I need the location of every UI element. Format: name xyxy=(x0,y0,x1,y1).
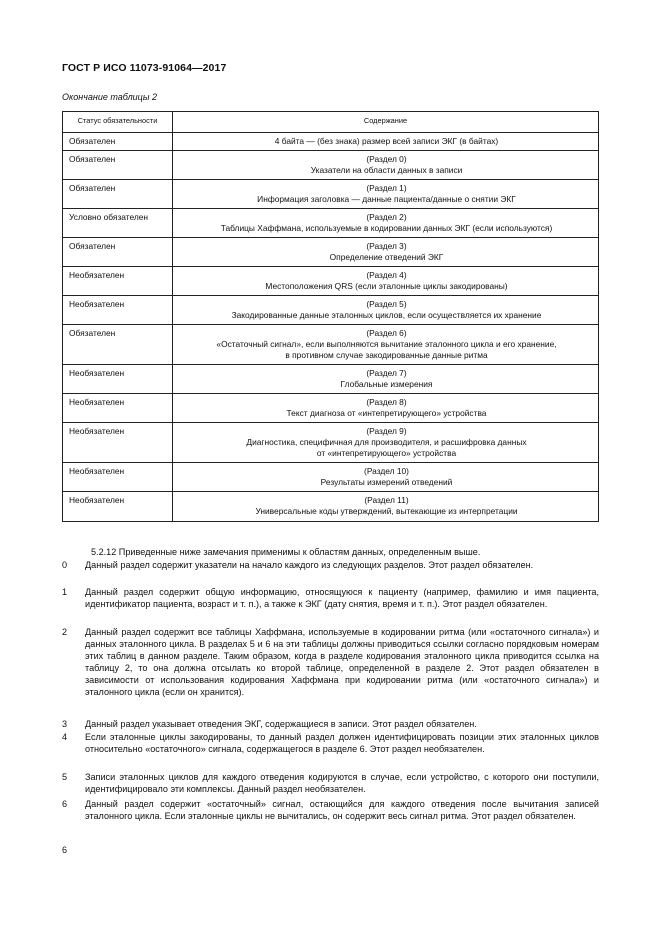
note-number: 4 xyxy=(62,732,68,742)
status-cell: Обязателен xyxy=(63,325,173,365)
table-row xyxy=(63,365,599,394)
note-number: 5 xyxy=(62,772,68,782)
note-number: 1 xyxy=(62,587,68,597)
table-row xyxy=(63,463,599,492)
content-text: (Раздел 3) Определение отведений ЭКГ xyxy=(329,241,444,262)
note-number: 2 xyxy=(62,627,68,637)
table-row xyxy=(63,325,599,365)
note-item xyxy=(62,718,599,730)
note-item xyxy=(62,626,599,699)
content-cell xyxy=(173,463,599,492)
status-cell: Обязателен xyxy=(63,151,173,180)
content-cell xyxy=(173,209,599,238)
content-text: (Раздел 11) Универсальные коды утверждений, вытекающие из интерпретации xyxy=(255,495,518,516)
table-caption: Окончание таблицы 2 xyxy=(62,92,157,102)
status-cell: Необязателен xyxy=(63,423,173,463)
note-number: 3 xyxy=(62,719,68,729)
note-number: 6 xyxy=(62,799,68,809)
status-cell: Необязателен xyxy=(63,365,173,394)
content-text: (Раздел 8) Текст диагноза от «интепретирующего» устройства xyxy=(286,397,487,418)
table-row xyxy=(63,151,599,180)
status-cell: Необязателен xyxy=(63,267,173,296)
content-cell xyxy=(173,423,599,463)
note-text: Записи эталонных циклов для каждого отведения кодируются в случае, если устройство, с которого они поступили, идентифицировало эти комплексы. Данный раздел необязателен. xyxy=(85,772,599,795)
content-text: (Раздел 1) Информация заголовка — данные пациента/данные о снятии ЭКГ xyxy=(257,183,516,204)
content-text: 4 байта — (без знака) размер всей записи ЭКГ (в байтах) xyxy=(274,136,499,146)
note-item xyxy=(62,559,599,571)
content-text: (Раздел 4) Местоположения QRS (если эталонные циклы закодированы) xyxy=(265,270,508,291)
note-text: Данный раздел указывает отведения ЭКГ, содержащиеся в записи. Этот раздел обязателен. xyxy=(85,719,477,729)
document-header: ГОСТ Р ИСО 11073-91064—2017 xyxy=(62,62,227,74)
content-cell xyxy=(173,133,599,151)
note-text: Данный раздел содержит «остаточный» сигнал, остающийся для каждого отведения после вычитания записей эталонного цикла. Если эталонные циклы не вычитались, он содержит весь сигнал ритма. Этот раздел обязателен. xyxy=(85,799,599,822)
table-row xyxy=(63,492,599,522)
table-row xyxy=(63,423,599,463)
content-cell xyxy=(173,394,599,423)
table-header-row xyxy=(63,112,599,133)
note-item xyxy=(62,798,599,822)
status-cell: Условно обязателен xyxy=(63,209,173,238)
note-text: Если эталонные циклы закодированы, то данный раздел должен идентифицировать позиции этих эталонных циклов относительно «остаточного» сигнала, содержащегося в разделе 6. Этот раздел необязателен. xyxy=(85,732,599,755)
note-text: Данный раздел содержит указатели на начало каждого из следующих разделов. Этот раздел обязателен. xyxy=(85,560,534,570)
table-row xyxy=(63,133,599,151)
status-cell: Обязателен xyxy=(63,133,173,151)
content-text: (Раздел 10) Результаты измерений отведений xyxy=(320,466,453,487)
table-row xyxy=(63,267,599,296)
note-text: Данный раздел содержит общую информацию, относящуюся к пациенту (например, фамилию и имя пациента, идентификатор пациента, возраст и т. п.), а также к ЭКГ (дату снятия, время и т. п.). Этот раздел обязателен. xyxy=(85,587,599,610)
table-row xyxy=(63,209,599,238)
content-text: (Раздел 6) «Остаточный сигнал», если выполняются вычитание эталонного цикла и его хранение, в противном случае закодированные данные ритма xyxy=(216,328,557,360)
status-cell: Необязателен xyxy=(63,492,173,522)
content-text: (Раздел 5) Закодированные данные эталонных циклов, если осуществляется их хранение xyxy=(231,299,542,320)
table-row xyxy=(63,394,599,423)
note-text: Данный раздел содержит все таблицы Хаффмана, используемые в кодировании ритма (или «остаточного сигнала») и данных эталонного цикла. В разделах 5 и 6 на эти таблицы должны приводиться ссылки согласно порядковым номерам этих таблиц в данном разделе. Таким образом, когда в разделе кодирования эталонного цикла приводится ссылка на таблицу 2, то она должна отсылать ко второй таблице, определенной в разделе 2. Этот раздел обязателен в зависимости от использования кодирования Хаффмана при кодировании ритма (или «остаточного сигнала») и эталонного цикла (если он хранится). xyxy=(85,627,599,698)
status-cell: Необязателен xyxy=(63,394,173,423)
content-cell xyxy=(173,267,599,296)
content-cell xyxy=(173,296,599,325)
content-text: (Раздел 7) Глобальные измерения xyxy=(340,368,433,389)
content-cell xyxy=(173,151,599,180)
status-cell: Обязателен xyxy=(63,180,173,209)
column-header-status: Статус обязательности xyxy=(63,112,173,133)
content-cell xyxy=(173,325,599,365)
note-item xyxy=(62,771,599,795)
content-cell xyxy=(173,492,599,522)
status-cell: Обязателен xyxy=(63,238,173,267)
requirements-table xyxy=(62,111,599,522)
lead-paragraph: 5.2.12 Приведенные ниже замечания применимы к областям данных, определенным выше. xyxy=(91,547,481,557)
content-cell xyxy=(173,365,599,394)
table-row xyxy=(63,180,599,209)
status-cell: Необязателен xyxy=(63,296,173,325)
note-number: 0 xyxy=(62,560,68,570)
table-row xyxy=(63,296,599,325)
note-item xyxy=(62,731,599,755)
page-number: 6 xyxy=(62,845,68,855)
table-row xyxy=(63,238,599,267)
content-text: (Раздел 2) Таблицы Хаффмана, используемые в кодировании данных ЭКГ (если используются) xyxy=(220,212,553,233)
content-cell xyxy=(173,180,599,209)
content-text: (Раздел 9) Диагностика, специфичная для производителя, и расшифровка данных от «интепретирующего» устройства xyxy=(246,426,527,458)
content-text: (Раздел 0) Указатели на области данных в записи xyxy=(310,154,463,175)
status-cell: Необязателен xyxy=(63,463,173,492)
column-header-content: Содержание xyxy=(173,112,599,133)
note-item xyxy=(62,586,599,610)
content-cell xyxy=(173,238,599,267)
